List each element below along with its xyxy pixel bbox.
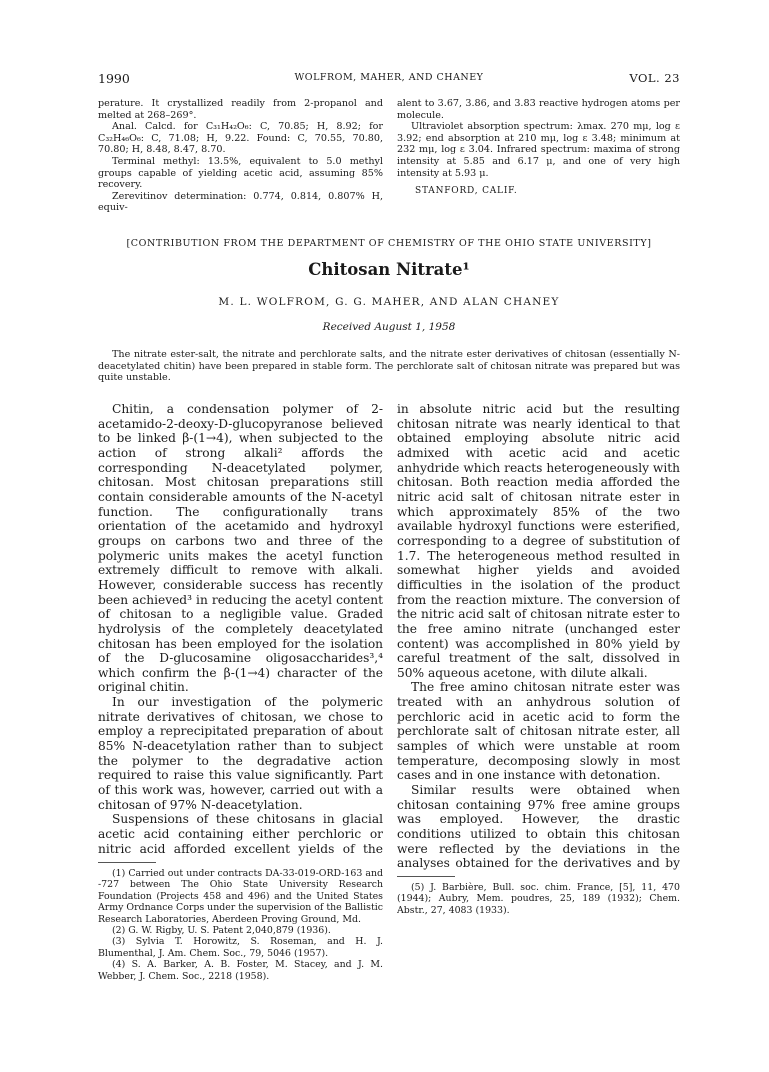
footnote: (3) Sylvia T. Horowitz, S. Roseman, and H. J. Blumenthal, J. Am. Chem. Soc., 79, 5046 (1957). — [98, 936, 383, 959]
body-left-column — [98, 402, 383, 856]
footnote: (2) G. W. Rigby, U. S. Patent 2,040,879 (1936). — [112, 925, 331, 937]
footnote-rule-right — [397, 876, 455, 877]
running-header-authors: WOLFROM, MAHER, AND CHANEY — [294, 72, 484, 83]
footnote: (5) J. Barbière, Bull. soc. chim. France, [5], 11, 470 (1944); Aubry, Mem. poudres, 25, 189 (1932); Chem. Abstr., 27, 4083 (1933). — [397, 882, 680, 916]
prev-paragraph: Terminal methyl: 13.5%, equivalent to 5.0 methyl groups capable of yielding acetic acid, assuming 85% recovery. — [98, 155, 383, 191]
prev-article-right-column — [397, 98, 680, 222]
prev-paragraph: perature. It crystallized readily from 2-propanol and melted at 268–269°. — [98, 98, 383, 121]
contribution-line: [CONTRIBUTION FROM THE DEPARTMENT OF CHEMISTRY OF THE OHIO STATE UNIVERSITY] — [126, 238, 652, 249]
body-paragraph: Chitin, a condensation polymer of 2-acetamido-2-deoxy-D-glucopyranose believed to be linked β-(1→4), when subjected to the action of strong alkali² affords the corresponding N-deacetylated polymer, chitosan. Most chitosan preparations still contain considerable amounts of the N-acetyl function. The configurationally trans orientation of the acetamido and hydroxyl groups on carbons two and three of the polymeric units makes the acetyl function extremely difficult to remove with alkali. However, considerable success has recently been achieved³ in reducing the acetyl content of chitosan to a negligible value. Graded hydrolysis of the completely deacetylated chitosan has been employed for the isolation of the D-glucosamine oligosaccharides³,⁴ which confirm the β-(1→4) character of the original chitin. — [98, 402, 383, 695]
prev-paragraph: Ultraviolet absorption spectrum: λmax. 270 mμ, log ε 3.92; end absorption at 210 mμ, log ε 3.48; minimum at 232 mμ, log ε 3.04. Infrared spectrum: maxima of strong intensity at 5.85 and 6.17 μ, and one of very high intensity at 5.93 μ. — [397, 121, 680, 179]
article-title: Chitosan Nitrate¹ — [308, 260, 470, 279]
footnote: (1) Carried out under contracts DA-33-019-ORD-163 and -727 between The Ohio State University Research Foundation (Projects 458 and 496) and the United States Army Ordnance Corps under the supervision of the Ballistic Research Laboratories, Aberdeen Proving Ground, Md. — [98, 868, 383, 925]
body-paragraph: in absolute nitric acid but the resulting chitosan nitrate was nearly identical to that obtained employing absolute nitric acid admixed with acetic acid and acetic anhydride which reacts heterogeneously with chitosan. Both reaction media afforded the nitric acid salt of chitosan nitrate ester in which approximately 85% of the two available hydroxyl functions were esterified, corresponding to a degree of substitution of 1.7. The heterogeneous method resulted in somewhat higher yields and avoided difficulties in the isolation of the product from the reaction mixture. The conversion of the nitric acid salt of chitosan nitrate ester to the free amino nitrate (unchanged ester content) was accomplished in 80% yield by careful treatment of the salt, dissolved in 50% aqueous acetone, with dilute alkali. — [397, 402, 680, 680]
body-paragraph: The free amino chitosan nitrate ester was treated with an anhydrous solution of perchloric acid in acetic acid to form the perchlorate salt of chitosan nitrate ester, all samples of which were unstable at room temperature, decomposing slowly in most cases and in one instance with detonation. — [397, 680, 680, 783]
footnote-rule-left — [98, 862, 156, 863]
body-paragraph: In our investigation of the polymeric nitrate derivatives of chitosan, we chose to employ a reprecipitated preparation of about 85% N-deacetylation rather than to subject the polymer to the degradative action required to raise this value significantly. Part of this work was, however, carried out with a chitosan of 97% N-deacetylation. — [98, 695, 383, 812]
page-number: 1990 — [98, 71, 130, 86]
body-right-column — [397, 402, 680, 870]
volume-number: VOL. 23 — [629, 71, 680, 85]
body-paragraph: Suspensions of these chitosans in glacial acetic acid containing either perchloric or nitric acid afforded excellent yields of the — [98, 812, 383, 856]
prev-article-signature: STANFORD, CALIF. — [415, 186, 518, 197]
footnotes-left — [98, 868, 383, 1020]
author-byline: M. L. WOLFROM, G. G. MAHER, AND ALAN CHANEY — [218, 296, 560, 308]
prev-article-left-column — [98, 98, 383, 222]
prev-paragraph: Zerevitinov determination: 0.774, 0.814, 0.807% H, equiv- — [98, 190, 383, 214]
prev-paragraph: Anal. Calcd. for C₃₁H₄₂O₆: C, 70.85; H, 8.92; for C₃₂H₄₆O₆: C, 71.08; H, 9.22. Found: C, 70.55, 70.80, 70.80; H, 8.48, 8.47, 8.70. — [98, 121, 383, 156]
prev-paragraph: alent to 3.67, 3.86, and 3.83 reactive hydrogen atoms per molecule. — [397, 98, 680, 121]
footnote: (4) S. A. Barker, A. B. Foster, M. Stacey, and J. M. Webber, J. Chem. Soc., 2218 (1958). — [98, 959, 383, 982]
body-paragraph: Similar results were obtained when chitosan containing 97% free amine groups was employed. However, the drastic conditions utilized to obtain this chitosan were reflected by the deviations in the analyses obtained for the derivatives and by — [397, 783, 680, 870]
footnotes-right — [397, 882, 680, 942]
abstract: The nitrate ester-salt, the nitrate and perchlorate salts, and the nitrate ester derivatives of chitosan (essentially N-deacetylated chitin) have been prepared in stable form. The perchlorate salt of chitosan nitrate was prepared but was quite unstable. — [98, 349, 680, 383]
running-header — [98, 71, 680, 87]
received-date: Received August 1, 1958 — [322, 321, 456, 333]
